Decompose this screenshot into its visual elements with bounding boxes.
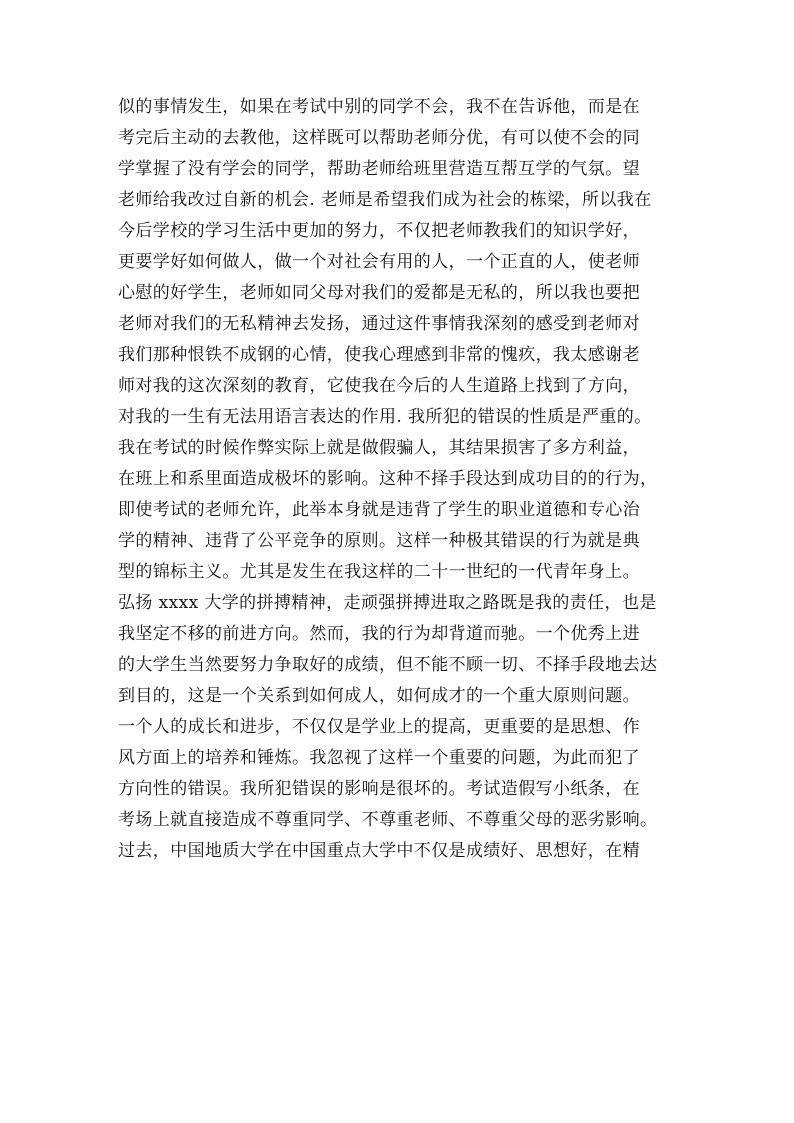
text-line: 弘扬 xxxx 大学的拼搏精神，走顽强拼搏进取之路既是我的责任，也是 (118, 593, 657, 613)
text-line: 我坚定不移的前进方向。然而，我的行为却背道而驰。一个优秀上进 (118, 624, 640, 644)
text-line: 老师给我改过自新的机会. 老师是希望我们成为社会的栋梁，所以我在 (118, 190, 652, 210)
text-line: 型的锦标主义。尤其是发生在我这样的二十一世纪的一代青年身上。 (118, 562, 640, 582)
text-line: 即使考试的老师允许，此举本身就是违背了学生的职业道德和专心治 (118, 500, 640, 520)
text-line: 对我的一生有无法用语言表达的作用. 我所犯的错误的性质是严重的。 (118, 407, 652, 427)
text-line: 一个人的成长和进步，不仅仅是学业上的提高，更重要的是思想、作 (118, 717, 640, 737)
text-line: 学的精神、违背了公平竞争的原则。这样一种极其错误的行为就是典 (118, 531, 640, 551)
text-line: 在班上和系里面造成极坏的影响。这种不择手段达到成功目的的行为， (118, 469, 658, 489)
text-line: 考完后主动的去教他，这样既可以帮助老师分优，有可以使不会的同 (118, 128, 640, 148)
text-line: 到目的，这是一个关系到如何成人，如何成才的一个重大原则问题。 (118, 686, 640, 706)
text-line: 老师对我们的无私精神去发扬，通过这件事情我深刻的感受到老师对 (118, 314, 640, 334)
text-line: 考场上就直接造成不尊重同学、不尊重老师、不尊重父母的恶劣影响。 (118, 810, 658, 830)
text-line: 过去，中国地质大学在中国重点大学中不仅是成绩好、思想好，在精 (118, 841, 640, 861)
text-line: 学掌握了没有学会的同学，帮助老师给班里营造互帮互学的气氛。望 (118, 159, 640, 179)
text-line: 更要学好如何做人，做一个对社会有用的人，一个正直的人，使老师 (118, 252, 640, 272)
text-line: 方向性的错误。我所犯错误的影响是很坏的。考试造假写小纸条，在 (118, 779, 640, 799)
text-line: 师对我的这次深刻的教育，它使我在今后的人生道路上找到了方向， (118, 376, 640, 396)
text-line: 今后学校的学习生活中更加的努力，不仅把老师教我们的知识学好， (118, 221, 640, 241)
text-line: 的大学生当然要努力争取好的成绩，但不能不顾一切、不择手段地去达 (118, 655, 658, 675)
text-line: 我们那种恨铁不成钢的心情，使我心理感到非常的愧疚，我太感谢老 (118, 345, 640, 365)
body-text (118, 92, 678, 867)
text-line: 心慰的好学生，老师如同父母对我们的爱都是无私的，所以我也要把 (118, 283, 640, 303)
text-line: 风方面上的培养和锤炼。我忽视了这样一个重要的问题，为此而犯了 (118, 748, 640, 768)
text-line: 似的事情发生，如果在考试中别的同学不会，我不在告诉他，而是在 (118, 97, 640, 117)
text-line: 我在考试的时候作弊实际上就是做假骗人，其结果损害了多方利益， (118, 438, 640, 458)
